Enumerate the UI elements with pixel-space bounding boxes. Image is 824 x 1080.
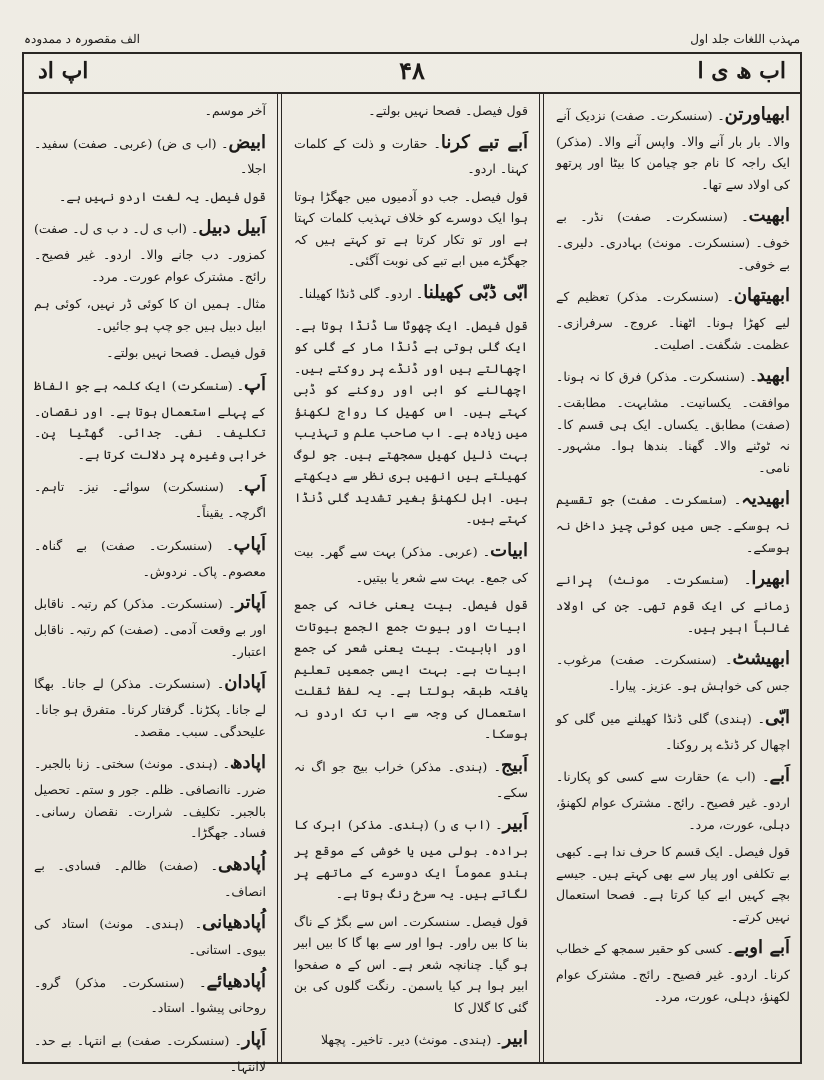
- entry-headword: اُپادھیانی: [202, 912, 266, 934]
- entry-headword: اُپادھی: [217, 853, 266, 875]
- entry-definition: ۔ (سنسکرت۔ مذکر) گرو۔ روحانی پیشوا۔ استاد۔: [34, 974, 266, 1016]
- entry-headword: ابّی ڈبّی کھیلنا: [423, 281, 528, 303]
- entry-definition: ۔ (سنسکرت۔ مذکر) تعظیم کے لیے کھڑا ہونا۔ اٹھنا۔ عروج۔ سرفرازی۔ عظمت۔ شگفت۔ اصلیت۔: [556, 289, 790, 352]
- entry-headword: ابھیتھان: [733, 285, 790, 307]
- page-header: [24, 54, 800, 94]
- entry-definition: قول فیصل۔ فصحا نہیں بولتے۔: [106, 345, 266, 361]
- entry-headword: اَپ: [244, 373, 266, 395]
- entry-definition: ۔ (صفت) ظالم۔ فسادی۔ بے انصاف۔: [34, 857, 266, 899]
- entry-definition: ۔ (اب ے) حقارت سے کسی کو پکارنا۔ اردو۔ غیر فصیح۔ رائج۔ مشترک عوام لکھنؤ، دہلی، عورت، مرد۔: [556, 769, 790, 832]
- dictionary-entry: [556, 100, 790, 195]
- dictionary-entry: [294, 536, 528, 588]
- dictionary-entry: [294, 278, 528, 309]
- dictionary-entry: [34, 850, 266, 902]
- dictionary-entry: [294, 128, 528, 180]
- entry-definition: ۔ (ہندی۔ مونث) استاد کی بیوی۔ استانی۔: [34, 916, 266, 958]
- dictionary-entry: [294, 911, 528, 1019]
- dictionary-entry: [556, 361, 790, 478]
- entry-definition: ۔ (سنسکرت۔ صفت) بے گناہ۔ معصوم۔ پاک۔ نردوش۔: [34, 537, 266, 579]
- entry-definition: قول فیصل۔ بیت یعنی خانہ کی جمع ابیات اور بیوت جمع الجمع بیوتات اور ابابیت۔ بیت یعنی شعر کی جمع ابیات ہے۔ بہت ایسی جمعیں تعلیم یافتہ طبقہ بولتا ہے۔ یہ لفظ ثقلت استعمال کی وجہ سے اب تک اردو نہ ہوسکا۔: [294, 597, 528, 742]
- entry-definition: ۔ (ہندی) گلی ڈنڈا کھیلنے میں گلی کو اچھال کر ڈنڈے پر روکنا۔: [556, 710, 790, 752]
- entry-headword: اَپاپ: [233, 533, 266, 555]
- last-entry-key: اپ اد: [38, 58, 89, 84]
- column-divider: [543, 92, 544, 1062]
- dictionary-entry: [34, 588, 266, 662]
- column-divider: [281, 92, 282, 1062]
- dictionary-entry: [294, 1024, 528, 1055]
- dictionary-entry: [294, 594, 528, 745]
- dictionary-entry: [294, 315, 528, 530]
- entry-headword: ابھیرا: [751, 568, 790, 590]
- dictionary-entry: [34, 370, 266, 465]
- entry-definition: قول فیصل۔ ایک قسم کا حرف ندا ہے۔ کبھی بے تکلفی اور پیار سے بھی کہتے ہیں۔ جیسے بچے کہیں ابے کیا کرتا ہے۔ فصحا استعمال نہیں کرتے۔: [556, 844, 790, 924]
- entry-definition: قول فیصل۔ جب دو آدمیوں میں جھگڑا ہوتا ہوا ایک دوسرے کو خلاف تہذیب کلمات کہتا ہے اور تو تکار کرتا ہے تو کہتے ہیں کہ جھگڑے میں ابے تبے کی نوبت آگئی۔: [294, 188, 528, 269]
- dictionary-entry: [34, 128, 266, 180]
- dictionary-entry: [34, 1025, 266, 1077]
- column-divider: [539, 92, 540, 1062]
- entry-headword: اُپادھیائے: [206, 970, 266, 992]
- column-divider: [277, 92, 278, 1062]
- entry-definition: ۔ (سنسکرت۔ مذکر) فرق کا نہ ہونا۔ موافقت۔ یکسانیت۔ مشابہت۔ مطابقت۔ (صفت) مطابق۔ یکساں۔ ایک ہی قسم کا۔ نہ ٹوٹنے والا۔ گھنا۔ بندھا ہوا۔ مشہور۔ نامی۔: [556, 369, 790, 475]
- columns: [24, 92, 800, 1074]
- dictionary-entry: [556, 703, 790, 755]
- entry-definition: ۔ (ہندی۔ مذکر) خراب بیج جو اگ نہ سکے۔: [294, 758, 528, 800]
- entry-headword: اپادھ: [229, 752, 266, 774]
- entry-headword: اَپادان: [224, 672, 266, 694]
- dictionary-entry: [556, 644, 790, 696]
- entry-definition: ۔ (اب ی ر) (ہندی۔ مذکر) ابرک کا برادہ۔ ہولی میں یا خوشی کے موقع پر ہندو عموماً ایک دوسرے کے ماتھے پر لگاتے ہیں۔ یہ سرخ رنگ ہوتا ہے۔: [294, 817, 528, 902]
- entry-headword: ابیض: [228, 131, 266, 153]
- entry-headword: ابھیشٹ: [732, 648, 790, 670]
- entry-headword: اَبیل دبیل: [198, 217, 267, 239]
- page-number: ۴۸: [399, 56, 425, 85]
- volume-title: مہذب اللغات جلد اول: [690, 32, 800, 46]
- dictionary-entry: [556, 201, 790, 275]
- dictionary-entry: [556, 564, 790, 638]
- dictionary-entry: [556, 841, 790, 927]
- entry-definition: قول فیصل۔ ایک چھوٹا سا ڈنڈا ہوتا ہے۔ ایک گلی ہوتی ہے ڈنڈا مار کے گلی کو اچھالتے ہیں اور ڈنڈے پر روکتے ہیں۔ اچھالنے کو ابی اور روکنے کو ڈبی کہتے ہیں۔ اس کھیل کا رواج لکھنؤ میں زیادہ ہے۔ اب صاحب علم و تہذیب بہت ذلیل کھیل سمجھتے ہیں۔ جو لوگ کھیلتے ہیں انھیں بری نظر سے دیکھتے ہیں۔ اہل لکھنؤ بغیر تشدید گلی ڈنڈا کہتے ہیں۔: [294, 317, 528, 527]
- entry-headword: ابیات: [490, 539, 528, 561]
- entry-definition: ۔ (سنسکرت۔ صفت) بے انتہا۔ بے حد۔ لاانتہا۔: [34, 1032, 266, 1074]
- dictionary-entry: [34, 471, 266, 523]
- entry-headword: ابھیت: [748, 205, 790, 227]
- page-frame: [22, 52, 802, 1074]
- entry-definition: ۔ (عربی۔ مذکر) بہت سے گھر۔ بیت کی جمع۔ بہت سے شعر یا بیتیں۔: [294, 543, 528, 585]
- running-header: [24, 28, 800, 50]
- column-right: [546, 92, 800, 1062]
- entry-headword: ابیر: [502, 1028, 528, 1050]
- dictionary-entry: [556, 933, 790, 1007]
- dictionary-entry: [34, 530, 266, 582]
- entry-definition: ۔ (سنسکرت۔ صفت) نزدیک آنے والا۔ بار بار آنے والا۔ واپس آنے والا۔ (مذکر) ایک راجہ کا نام جو چیامن کا بیٹا اور پرتھو کی اولاد سے تھا۔: [556, 108, 790, 192]
- entry-headword: ابھیاورتن: [724, 104, 790, 125]
- column-middle: [284, 92, 538, 1062]
- entry-definition: ۔ (ہندی۔ مونث) سختی۔ زنا بالجبر۔ ضرر۔ ناانصافی۔ ظلم۔ جور و ستم۔ تحصیل بالجبر۔ تکلیف۔ شرارت۔ نقصان رسانی۔ فساد۔ جھگڑا۔: [34, 756, 266, 841]
- entry-definition: قول فیصل۔ سنسکرت۔ اس سے بگڑ کے ناگ بنا کا بیں راور۔ ہوا اور سے بھا گا کا بیں ابیر ہو گیا۔ چنانچہ شعر ہے۔ اس کے ہ صفحوا ابیر ہوا ہر کیا یاسمن۔ رنگت گلوں کی بن گئی کا گلال کا: [294, 913, 528, 1015]
- entry-definition: ۔ (ہندی۔ مونث) دیر۔ تاخیر۔ پچھلا: [320, 1032, 503, 1048]
- entry-headword: اَبے اوبے: [733, 937, 791, 959]
- dictionary-entry: [294, 186, 528, 272]
- entry-definition: ۔ (سنسکرت۔ صفت) مرغوب۔ جس کی خواہش ہو۔ عزیز۔ پیارا۔: [556, 652, 790, 694]
- dictionary-entry: [294, 100, 528, 122]
- entry-definition: ۔ (سنسکرت۔ صفت) نڈر۔ بے خوف۔ (سنسکرت۔ مونث) بہادری۔ دلیری۔ بے خوفی۔: [556, 209, 790, 272]
- entry-headword: ابّی: [764, 706, 790, 728]
- dictionary-entry: [34, 213, 266, 287]
- dictionary-entry: [34, 908, 266, 960]
- entry-definition: ۔ کسی کو حقیر سمجھ کے خطاب کرنا۔ اردو۔ غیر فصیح۔ رائج۔ مشترک عوام لکھنؤ، دہلی، عورت، مرد۔: [556, 941, 790, 1004]
- dictionary-entry: [34, 100, 266, 122]
- first-entry-key: اب ھ ی ا: [697, 58, 786, 84]
- dictionary-entry: [34, 342, 266, 364]
- entry-definition: ۔ (سنسکرت۔ مونث) پرانے زمانے کی ایک قوم تھی۔ جن کی اولاد غالباً اہیر ہیں۔: [556, 572, 790, 635]
- entry-definition: ۔ حقارت و ذلت کے کلمات کہنا۔ اردو۔: [294, 135, 528, 177]
- dictionary-entry: [34, 668, 266, 742]
- entry-headword: اَبے تبے کرنا: [440, 131, 528, 153]
- dictionary-entry: [294, 809, 528, 904]
- entry-definition: ۔ (اب ی ض) (عربی۔ صفت) سفید۔ اجلا۔: [34, 135, 266, 177]
- entry-definition: ۔ (اب ی ل۔ د ب ی ل۔ صفت) کمزور۔ دب جانے والا۔ اردو۔ غیر فصیح۔ رائج۔ مشترک عوام عورت۔ مرد۔: [34, 221, 266, 284]
- entry-definition: ۔ (سنسکرت۔ مذکر) لے جانا۔ بھگا لے جانا۔ پکڑنا۔ گرفتار کرنا۔ متفرق ہو جانا۔ علیحدگی۔ سبب۔ مقصد۔: [34, 676, 266, 739]
- entry-definition: مثال۔ ہمیں ان کا کوئی ڈر نہیں، کوئی ہم ابیل دبیل ہیں جو چپ ہو جائیں۔: [34, 296, 266, 333]
- entry-headword: اَپاتر: [235, 592, 266, 614]
- entry-definition: ۔ (سنسکرت) سوائے۔ نیز۔ تاہم۔ اگرچہ۔ یقیناً۔: [34, 479, 266, 521]
- entry-headword: اَبیج: [500, 754, 528, 776]
- entry-headword: اَبیر: [502, 813, 528, 835]
- entry-definition: آخر موسم۔: [204, 103, 266, 118]
- section-title: الف مقصورہ د ممدودہ: [24, 32, 140, 46]
- entry-headword: اَپ: [244, 475, 266, 497]
- entry-headword: اَبے: [769, 765, 790, 787]
- entry-definition: ۔ (سنسکرت) ایک کلمہ ہے جو الفاظ کے پہلے استعمال ہوتا ہے۔ اور نقصان۔ تکلیف۔ نفی۔ جدائی۔ گھٹیا پن۔ خرابی وغیرہ پر دلالت کرتا ہے۔: [34, 377, 266, 462]
- dictionary-entry: [294, 751, 528, 803]
- entry-headword: اَپار: [241, 1028, 266, 1050]
- dictionary-entry: [556, 761, 790, 835]
- dictionary-entry: [34, 967, 266, 1019]
- entry-definition: ۔ اردو۔ گلی ڈنڈا کھیلنا۔: [297, 285, 424, 301]
- column-left: [24, 92, 276, 1074]
- entry-definition: ۔ (سنسکرت۔ صفت) جو تقسیم نہ ہوسکے۔ جس میں کوئی چیز داخل نہ ہوسکے۔: [556, 492, 790, 555]
- dictionary-entry: [556, 484, 790, 558]
- dictionary-entry: [34, 293, 266, 336]
- entry-headword: ابھید: [756, 365, 790, 387]
- dictionary-entry: [556, 281, 790, 355]
- entry-headword: ابھیدیہ: [741, 488, 790, 510]
- entry-definition: قول فیصل۔ فصحا نہیں بولتے۔: [368, 103, 528, 118]
- entry-definition: قول فیصل۔ یہ لغت اردو نہیں ہے۔: [59, 188, 266, 204]
- entry-definition: ۔ (سنسکرت۔ مذکر) کم رتبہ۔ ناقابل اور بے وقعت آدمی۔ (صفت) کم رتبہ۔ ناقابل اعتبار۔: [34, 596, 266, 659]
- dictionary-entry: [34, 748, 266, 843]
- dictionary-entry: [34, 186, 266, 208]
